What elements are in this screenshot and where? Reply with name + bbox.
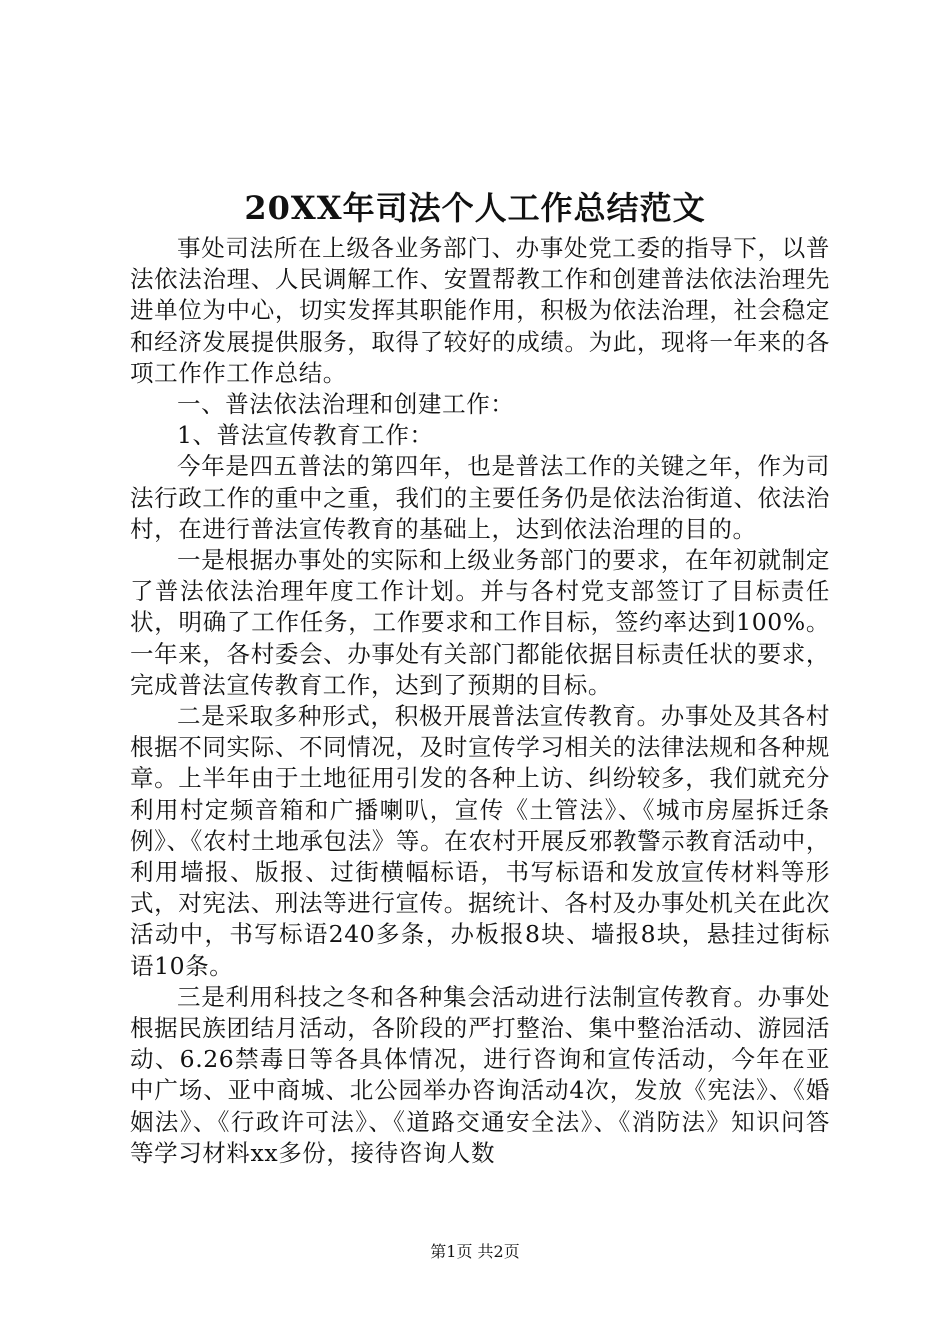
document-title: 20XX年司法个人工作总结范文 — [244, 189, 706, 227]
page-footer: 第1页 共2页 — [430, 1242, 520, 1261]
document-body — [130, 233, 830, 1169]
paragraph-intro: 事处司法所在上级各业务部门、办事处党工委的指导下，以普法依法治理、人民调解工作、安置帮教工作和创建普法依法治理先进单位为中心，切实发挥其职能作用，积极为依法治理，社会稳定和经济发展提供服务，取得了较好的成绩。为此，现将一年来的各项工作作工作总结。 — [130, 234, 830, 387]
section-heading-1: 一、普法依法治理和创建工作： — [177, 390, 515, 419]
paragraph-point-3: 三是利用科技之冬和各种集会活动进行法制宣传教育。办事处根据民族团结月活动，各阶段的严打整治、集中整治活动、游园活动、6.26禁毒日等各具体情况，进行咨询和宣传活动，今年在亚中广场、亚中商城、北公园举办咨询活动4次，发放《宪法》、《婚姻法》、《行政许可法》、《道路交通安全法》、《消防法》知识问答等学习材料xx多份，接待咨询人数 — [130, 982, 830, 1167]
paragraph-point-1: 一是根据办事处的实际和上级业务部门的要求，在年初就制定了普法依法治理年度工作计划。并与各村党支部签订了目标责任状，明确了工作任务，工作要求和工作目标，签约率达到100%。一年来，各村委会、办事处有关部门都能依据目标责任状的要求，完成普法宣传教育工作，达到了预期的目标。 — [130, 546, 830, 699]
paragraph-point-2: 二是采取多种形式，积极开展普法宣传教育。办事处及其各村根据不同实际、不同情况，及时宣传学习相关的法律法规和各种规章。上半年由于土地征用引发的各种上访、纠纷较多，我们就充分利用村定频音箱和广播喇叭，宣传《土管法》、《城市房屋拆迁条例》、《农村土地承包法》等。在农村开展反邪教警示教育活动中，利用墙报、版报、过街横幅标语，书写标语和发放宣传材料等形式，对宪法、刑法等进行宣传。据统计、各村及办事处机关在此次活动中，书写标语240多条，办板报8块、墙报8块，悬挂过街标语10条。 — [130, 702, 830, 980]
paragraph-overview: 今年是四五普法的第四年，也是普法工作的关键之年，作为司法行政工作的重中之重，我们的主要任务仍是依法治街道、依法治村，在进行普法宣传教育的基础上，达到依法治理的目的。 — [130, 452, 830, 543]
subsection-heading-1: 1、普法宣传教育工作： — [177, 421, 434, 450]
